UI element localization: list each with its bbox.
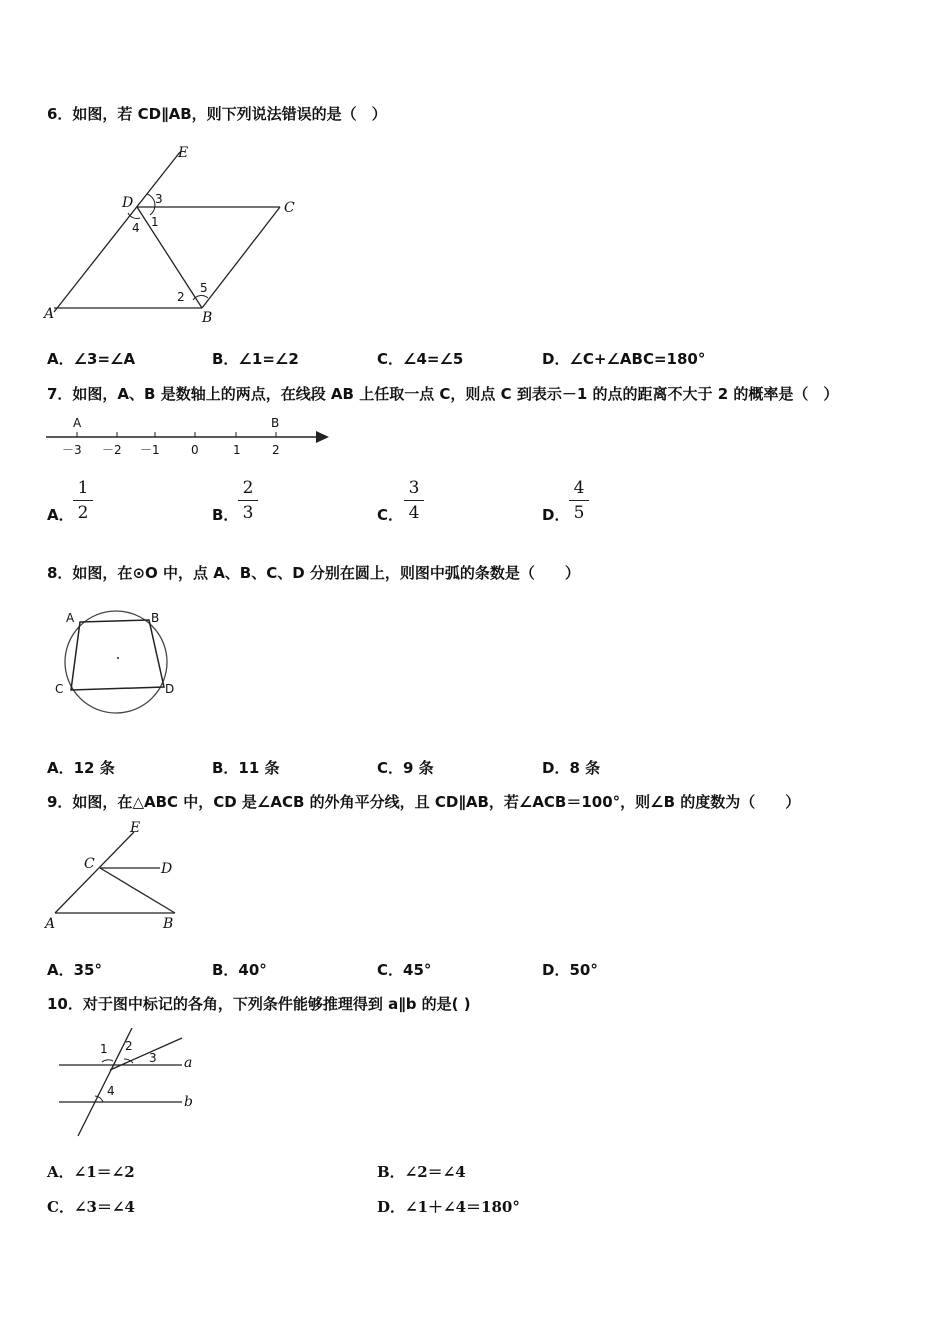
q6-angle-5: 5	[200, 281, 208, 295]
q10-angle-3: 3	[149, 1051, 157, 1065]
q8-label-b: B	[151, 611, 160, 625]
q9-label-d: D	[161, 861, 173, 877]
q7-point-a: A	[73, 416, 82, 430]
q10-parallel-lines-figure	[50, 1022, 210, 1147]
q10-option-c: C．∠3＝∠4	[47, 1198, 135, 1216]
q7-option-b-fraction	[238, 478, 258, 523]
denominator: 2	[77, 503, 89, 523]
q9-label-b: B	[163, 916, 174, 932]
numerator: 3	[408, 478, 420, 498]
q7-option-c-fraction	[404, 478, 424, 523]
q10-line-b: b	[184, 1094, 193, 1110]
q8-circle-figure	[52, 604, 192, 724]
q6-label-e: E	[178, 145, 189, 161]
q10-option-d: D．∠1＋∠4＝180°	[377, 1198, 520, 1216]
q8-label-a: A	[66, 611, 75, 625]
question-10-stem: 10．对于图中标记的各角，下列条件能够推理得到 a∥b 的是( )	[47, 995, 471, 1013]
q7-point-b: B	[271, 416, 280, 430]
denominator: 5	[573, 503, 585, 523]
q6-option-b: B．∠1=∠2	[212, 350, 299, 368]
q7-option-d-fraction	[569, 478, 589, 523]
denominator: 4	[408, 503, 420, 523]
q6-option-d: D．∠C+∠ABC=180°	[542, 350, 706, 368]
q7-option-a-fraction	[73, 478, 93, 523]
q10-angle-2: 2	[125, 1039, 133, 1053]
q9-label-e: E	[130, 820, 141, 836]
q8-option-b: B．11 条	[212, 759, 280, 777]
numerator: 4	[573, 478, 585, 498]
q9-triangle-figure	[40, 818, 200, 938]
q9-option-b: B．40°	[212, 961, 267, 979]
q6-label-d: D	[122, 195, 134, 211]
q7-tick-label: －1	[140, 443, 160, 457]
q9-option-d: D．50°	[542, 961, 598, 979]
question-7-stem: 7．如图，A、B 是数轴上的两点，在线段 AB 上任取一点 C，则点 C 到表示－1 的点的距离不大于 2 的概率是（ ）	[47, 385, 839, 403]
q7-tick-label: 0	[191, 443, 199, 457]
q10-option-a: A．∠1＝∠2	[47, 1163, 135, 1181]
q6-angle-1: 1	[151, 215, 159, 229]
q8-option-d: D．8 条	[542, 759, 601, 777]
question-6-stem: 6．如图，若 CD∥AB，则下列说法错误的是（ ）	[47, 105, 387, 123]
numerator: 1	[77, 478, 89, 498]
q6-label-c: C	[284, 200, 295, 216]
denominator: 3	[242, 503, 254, 523]
q6-option-c: C．∠4=∠5	[377, 350, 464, 368]
q9-label-a: A	[45, 916, 56, 932]
q7-option-d-letter: D．	[542, 506, 570, 524]
q7-option-a-letter: A．	[47, 506, 74, 524]
q9-label-c: C	[84, 856, 95, 872]
q7-option-c-letter: C．	[377, 506, 404, 524]
q7-option-b-letter: B．	[212, 506, 239, 524]
q10-option-b: B．∠2＝∠4	[377, 1163, 466, 1181]
q6-label-a: A	[44, 306, 55, 322]
q8-label-c: C	[55, 682, 64, 696]
q10-line-a: a	[184, 1055, 193, 1071]
q8-option-a: A．12 条	[47, 759, 115, 777]
q8-option-c: C．9 条	[377, 759, 434, 777]
q6-angle-2: 2	[177, 290, 185, 304]
question-8-stem: 8．如图，在⊙O 中，点 A、B、C、D 分别在圆上，则图中弧的条数是（ ）	[47, 564, 580, 582]
q6-figure	[40, 140, 310, 330]
q7-tick-label: 1	[233, 443, 241, 457]
q7-tick-label: 2	[272, 443, 280, 457]
q6-angle-3: 3	[155, 192, 163, 206]
q7-number-line	[40, 412, 340, 462]
q6-option-a: A．∠3=∠A	[47, 350, 136, 368]
q6-label-b: B	[202, 310, 213, 326]
q7-tick-label: －3	[62, 443, 82, 457]
q10-angle-4: 4	[107, 1084, 115, 1098]
q6-angle-4: 4	[132, 221, 140, 235]
q7-tick-label: －2	[102, 443, 122, 457]
q10-angle-1: 1	[100, 1042, 108, 1056]
q9-option-c: C．45°	[377, 961, 432, 979]
q9-option-a: A．35°	[47, 961, 102, 979]
numerator: 2	[242, 478, 254, 498]
q8-label-d: D	[165, 682, 175, 696]
question-9-stem: 9．如图，在△ABC 中，CD 是∠ACB 的外角平分线，且 CD∥AB，若∠ACB＝100°，则∠B 的度数为（ ）	[47, 793, 801, 811]
